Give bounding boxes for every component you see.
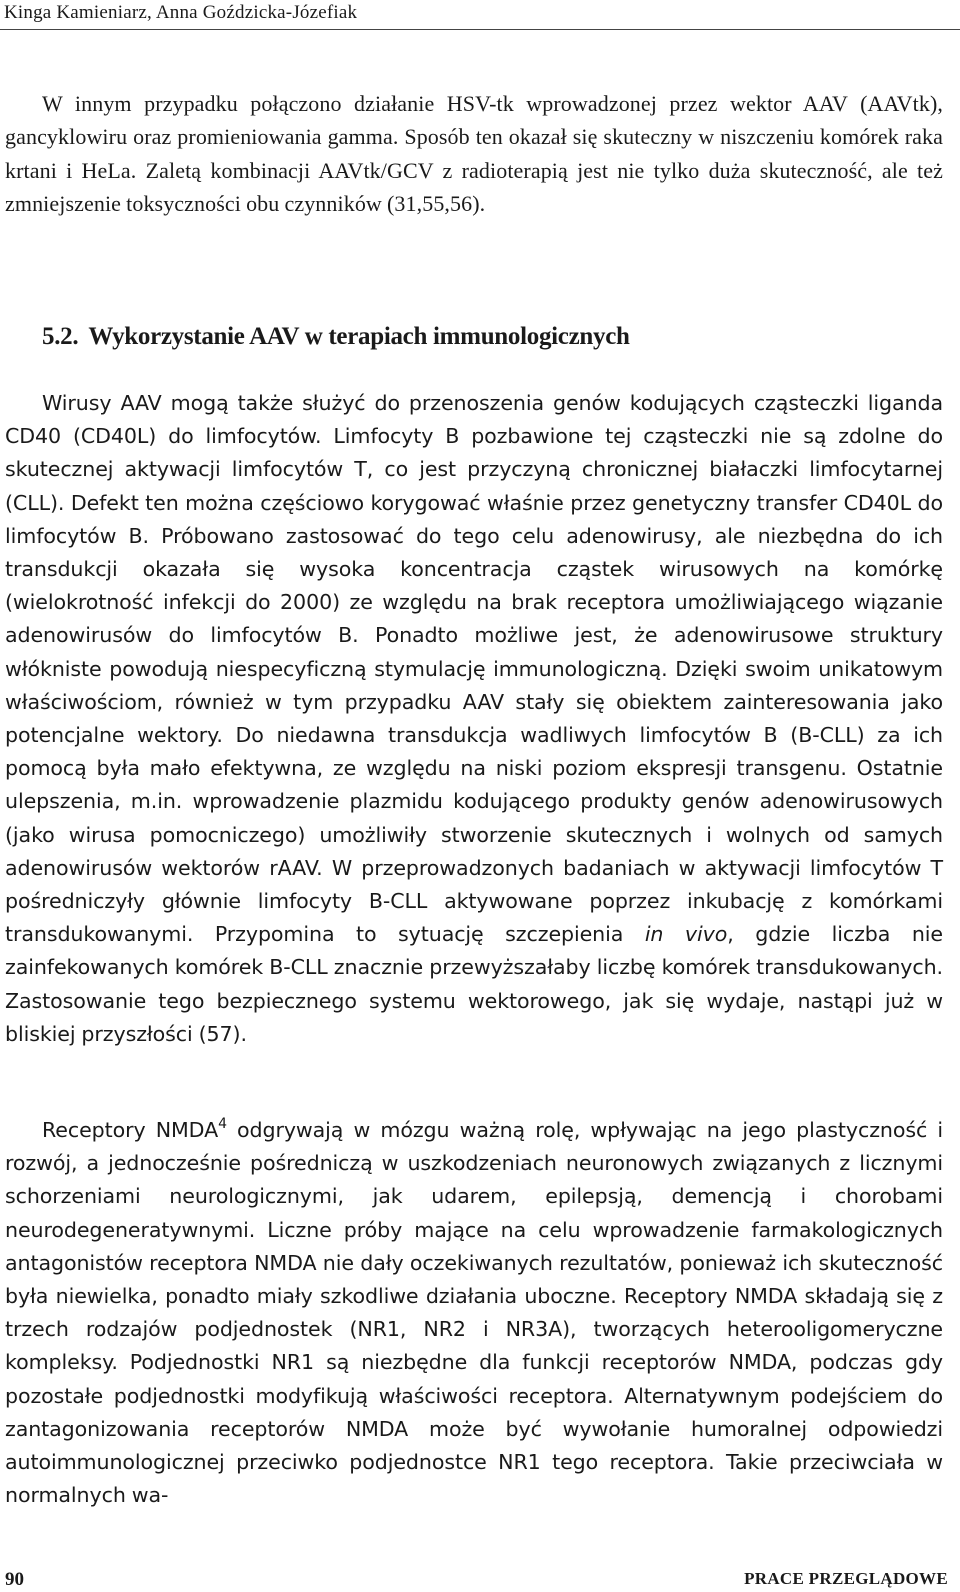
- paragraph-immunotherapy-part-2: , gdzie liczba nie zainfekowanych komórek B-CLL znacznie przewyższałaby liczbę komórek transdukowanych. Zastosowanie tego bezpiecznego systemu wektorowego, jak się wydaje, nastąpi już w bliskiej przyszłości (57).: [5, 922, 943, 1046]
- paragraph-immunotherapy: [5, 387, 943, 1051]
- paragraph-aavtk: W innym przypadku połączono działanie HSV-tk wprowadzonej przez wektor AAV (AAVtk), gancyklowiru oraz promieniowania gamma. Sposób ten okazał się skuteczny w niszczeniu komórek raka krtani i HeLa. Zaletą kombinacji AAVtk/GCV z radioterapią jest nie tylko duża skuteczność, ale też zmniejszenie toksyczności obu czynników (31,55,56).: [5, 91, 943, 217]
- section-heading: [42, 323, 630, 351]
- header-rule: [0, 29, 960, 30]
- paragraph-nmda-start: Receptory NMDA: [42, 1118, 219, 1142]
- paragraph-nmda: [5, 1114, 943, 1512]
- journal-section-label: PRACE PRZEGLĄDOWE: [744, 1569, 948, 1588]
- paragraph-nmda-rest: odgrywają w mózgu ważną rolę, wpływając na jego plastyczność i rozwój, a jednocześnie pośredniczą w uszkodzeniach neuronowych związanych z licznymi schorzeniami neurologicznymi, jak udarem, epilepsją, demencją i chorobami neurodegeneratywnymi. Liczne próby mające na celu wprowadzenie farmakologicznych antagonistów receptora NMDA nie dały oczekiwanych rezultatów, ponieważ ich skuteczność była niewielka, ponadto miały szkodliwe działania uboczne. Receptory NMDA składają się z trzech rodzajów podjednostek (NR1, NR2 i NR3A), tworzących heterooligomeryczne kompleksy. Podjednostki NR1 są niezbędne dla funkcji receptorów NMDA, podczas gdy pozostałe podjednostki modyfikują właściwości receptora. Alternatywnym podejściem do zantagonizowania receptorów NMDA może być wywołanie humoralnej odpowiedzi autoimmunologicznej przeciwko podjednostce NR1 tego receptora. Takie przeciwciała w normalnych wa-: [5, 1118, 943, 1508]
- running-header-authors: Kinga Kamieniarz, Anna Goździcka-Józefiak: [4, 2, 358, 23]
- italic-in-vivo: in vivo: [644, 922, 728, 947]
- paragraph-immunotherapy-part-1: Wirusy AAV mogą także służyć do przenoszenia genów kodujących cząsteczki liganda CD40 (CD40L) do limfocytów. Limfocyty B pozbawione tej cząsteczki nie są zdolne do skutecznej aktywacji limfocytów T, co jest przyczyną chronicznej białaczki limfocytarnej (CLL). Defekt ten można częściowo korygować właśnie przez genetyczny transfer CD40L do limfocytów B. Próbowano zastosować do tego celu adenowirusy, ale niezbędna do ich transdukcji okazała się wysoka koncentracja cząstek wirusowych na komórkę (wielokrotność infekcji do 2000) ze względu na brak receptora umożliwiającego wiązanie adenowirusów do limfocytów B. Ponadto możliwe jest, że adenowirusowe struktury włókniste powodują niespecyficzną stymulację immunologiczną. Dzięki swoim unikatowym właściwościom, również w tym przypadku AAV stały się obiektem zainteresowania jako potencjalne wektory. Do niedawna transdukcja wadliwych limfocytów B (B-CLL) za ich pomocą była mało efektywna, ze względu na niski poziom ekspresji transgenu. Ostatnie ulepszenia, m.in. wprowadzenie plazmidu kodującego produkty genów adenowirusowych (jako wirusa pomocniczego) umożliwiły stworzenie skutecznych i wolnych od samych adenowirusów wektorów rAAV. W przeprowadzonych badaniach w aktywacji limfocytów T pośredniczyły głównie limfocyty B-CLL aktywowane poprzez inkubację z komórkami transdukowanymi. Przypomina to sytuację szczepienia: [5, 391, 943, 947]
- section-number: 5.2.: [42, 323, 79, 350]
- section-title: Wykorzystanie AAV w terapiach immunologicznych: [88, 323, 630, 350]
- footnote-mark: 4: [218, 1116, 227, 1132]
- page-number: 90: [5, 1569, 24, 1590]
